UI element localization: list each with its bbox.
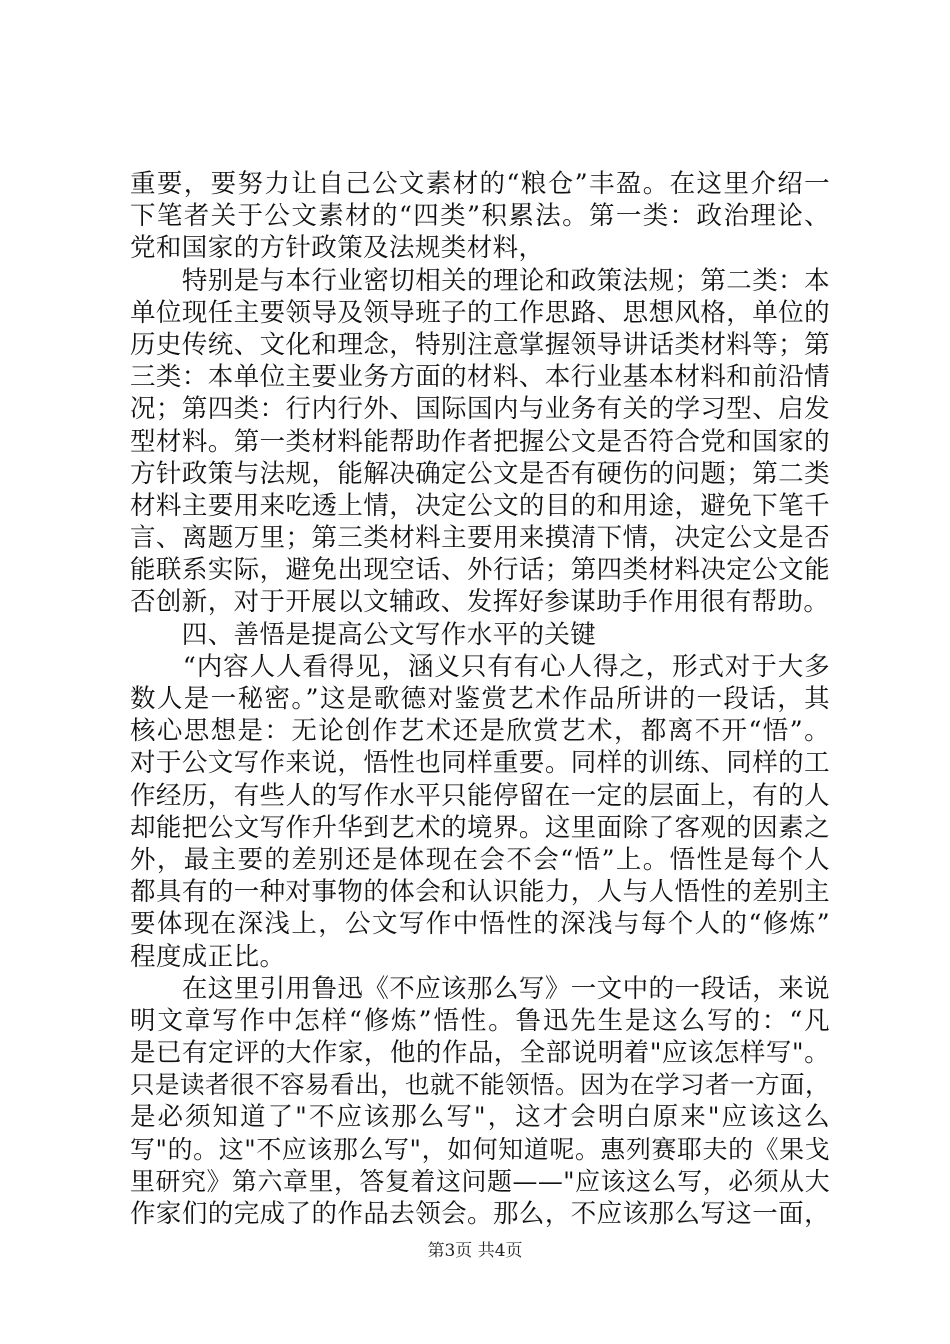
- text-line: 都具有的一种对事物的体会和认识能力，人与人悟性的差别主: [130, 877, 830, 908]
- text-line: 况；第四类：行内行外、国际国内与业务有关的学习型、启发: [130, 394, 830, 425]
- text-line: 能联系实际，避免出现空话、外行话；第四类材料决定公文能: [130, 555, 830, 586]
- text-line: 作家们的完成了的作品去领会。那么，不应该那么写这一面，: [130, 1199, 830, 1229]
- text-line: 对于公文写作来说，悟性也同样重要。同样的训练、同样的工: [130, 748, 830, 779]
- text-line: 里研究》第六章里，答复着这问题——"应该这么写，必须从大: [130, 1166, 830, 1196]
- text-line: 三类：本单位主要业务方面的材料、本行业基本材料和前沿情: [130, 362, 830, 393]
- text-line: 重要，要努力让自己公文素材的“粮仓”丰盈。在这里介绍一: [130, 169, 830, 199]
- text-line: 作经历，有些人的写作水平只能停留在一定的层面上，有的人: [130, 780, 830, 811]
- text-line: 在这里引用鲁迅《不应该那么写》一文中的一段话，来说: [130, 973, 830, 1004]
- text-line: 型材料。第一类材料能帮助作者把握公文是否符合党和国家的: [130, 426, 830, 457]
- text-line: 党和国家的方针政策及法规类材料，: [130, 233, 545, 264]
- section-heading: 四、善悟是提高公文写作水平的关键: [130, 619, 597, 650]
- page-footer: [0, 1240, 950, 1262]
- text-line: 核心思想是：无论创作艺术还是欣赏艺术，都离不开“悟”。: [130, 716, 830, 747]
- body-text: [130, 168, 830, 1230]
- text-line: 明文章写作中怎样“修炼”悟性。鲁迅先生是这么写的：“凡: [130, 1005, 830, 1036]
- text-line: 写"的。这"不应该那么写"，如何知道呢。惠列赛耶夫的《果戈: [130, 1134, 830, 1164]
- text-line: 方针政策与法规，能解决确定公文是否有硬伤的问题；第二类: [130, 458, 830, 489]
- page-number-label: 第3页 共4页: [427, 1241, 523, 1261]
- text-line: 外，最主要的差别还是体现在会不会“悟”上。悟性是每个人: [130, 844, 830, 875]
- text-line: 下笔者关于公文素材的“四类”积累法。第一类：政治理论、: [130, 201, 830, 232]
- text-line: 是已有定评的大作家，他的作品，全部说明着"应该怎样写"。: [130, 1038, 830, 1069]
- text-line: 要体现在深浅上，公文写作中悟性的深浅与每个人的“修炼”: [130, 909, 830, 940]
- text-line: “内容人人看得见，涵义只有有心人得之，形式对于大多: [130, 651, 830, 682]
- text-line: 特别是与本行业密切相关的理论和政策法规；第二类：本: [130, 265, 830, 296]
- text-line: 数人是一秘密。”这是歌德对鉴赏艺术作品所讲的一段话，其: [130, 684, 830, 714]
- text-line: 材料主要用来吃透上情，决定公文的目的和用途，避免下笔千: [130, 490, 830, 521]
- text-line: 程度成正比。: [130, 941, 286, 972]
- text-line: 却能把公文写作升华到艺术的境界。这里面除了客观的因素之: [130, 812, 830, 843]
- text-line: 只是读者很不容易看出，也就不能领悟。因为在学习者一方面，: [130, 1070, 830, 1100]
- text-line: 否创新，对于开展以文辅政、发挥好参谋助手作用很有帮助。: [130, 587, 830, 618]
- text-line: 言、离题万里；第三类材料主要用来摸清下情，决定公文是否: [130, 523, 830, 554]
- text-line: 是必须知道了"不应该那么写"，这才会明白原来"应该这么: [130, 1102, 830, 1133]
- text-line: 历史传统、文化和理念，特别注意掌握领导讲话类材料等；第: [130, 329, 830, 360]
- text-line: 单位现任主要领导及领导班子的工作思路、思想风格，单位的: [130, 297, 830, 328]
